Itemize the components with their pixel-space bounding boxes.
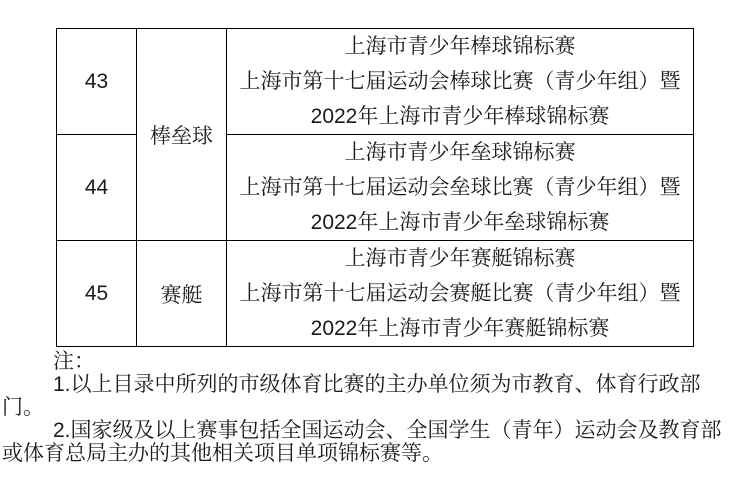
category-cell-rowing: 赛艇: [137, 241, 227, 347]
note-2-line-2: 或体育总局主办的其他相关项目单项锦标赛等。: [2, 442, 443, 465]
row-number-cell: 45: [57, 241, 137, 347]
table-row-45: [57, 241, 694, 347]
event-line: 2022年上海市青少年垒球锦标赛: [310, 211, 610, 234]
events-cell: [227, 241, 694, 347]
events-cell: [227, 29, 694, 135]
note-1-line-1: 1.以上目录中所列的市级体育比赛的主办单位须为市教育、体育行政部: [53, 373, 701, 396]
event-line: 上海市青少年赛艇锦标赛: [344, 247, 576, 270]
event-line: 上海市青少年垒球锦标赛: [344, 141, 576, 164]
notes-label: 注：: [53, 350, 95, 373]
note-2-line-1: 2.国家级及以上赛事包括全国运动会、全国学生（青年）运动会及教育部: [53, 419, 722, 442]
table-row-43: [57, 29, 694, 135]
row-number-cell: 43: [57, 29, 137, 135]
notes-section: [2, 350, 748, 465]
events-cell: [227, 135, 694, 241]
event-line: 上海市第十七届运动会赛艇比赛（青少年组）暨: [239, 282, 681, 305]
event-line: 上海市第十七届运动会垒球比赛（青少年组）暨: [239, 176, 681, 199]
note-1-line-2: 门。: [2, 396, 44, 419]
event-line: 上海市第十七届运动会棒球比赛（青少年组）暨: [239, 70, 681, 93]
category-cell-baseball-softball: 棒垒球: [137, 29, 227, 241]
event-line: 2022年上海市青少年赛艇锦标赛: [310, 317, 610, 340]
row-number-cell: 44: [57, 135, 137, 241]
competition-table: [56, 28, 694, 347]
event-line: 上海市青少年棒球锦标赛: [344, 35, 576, 58]
event-line: 2022年上海市青少年棒球锦标赛: [310, 105, 610, 128]
